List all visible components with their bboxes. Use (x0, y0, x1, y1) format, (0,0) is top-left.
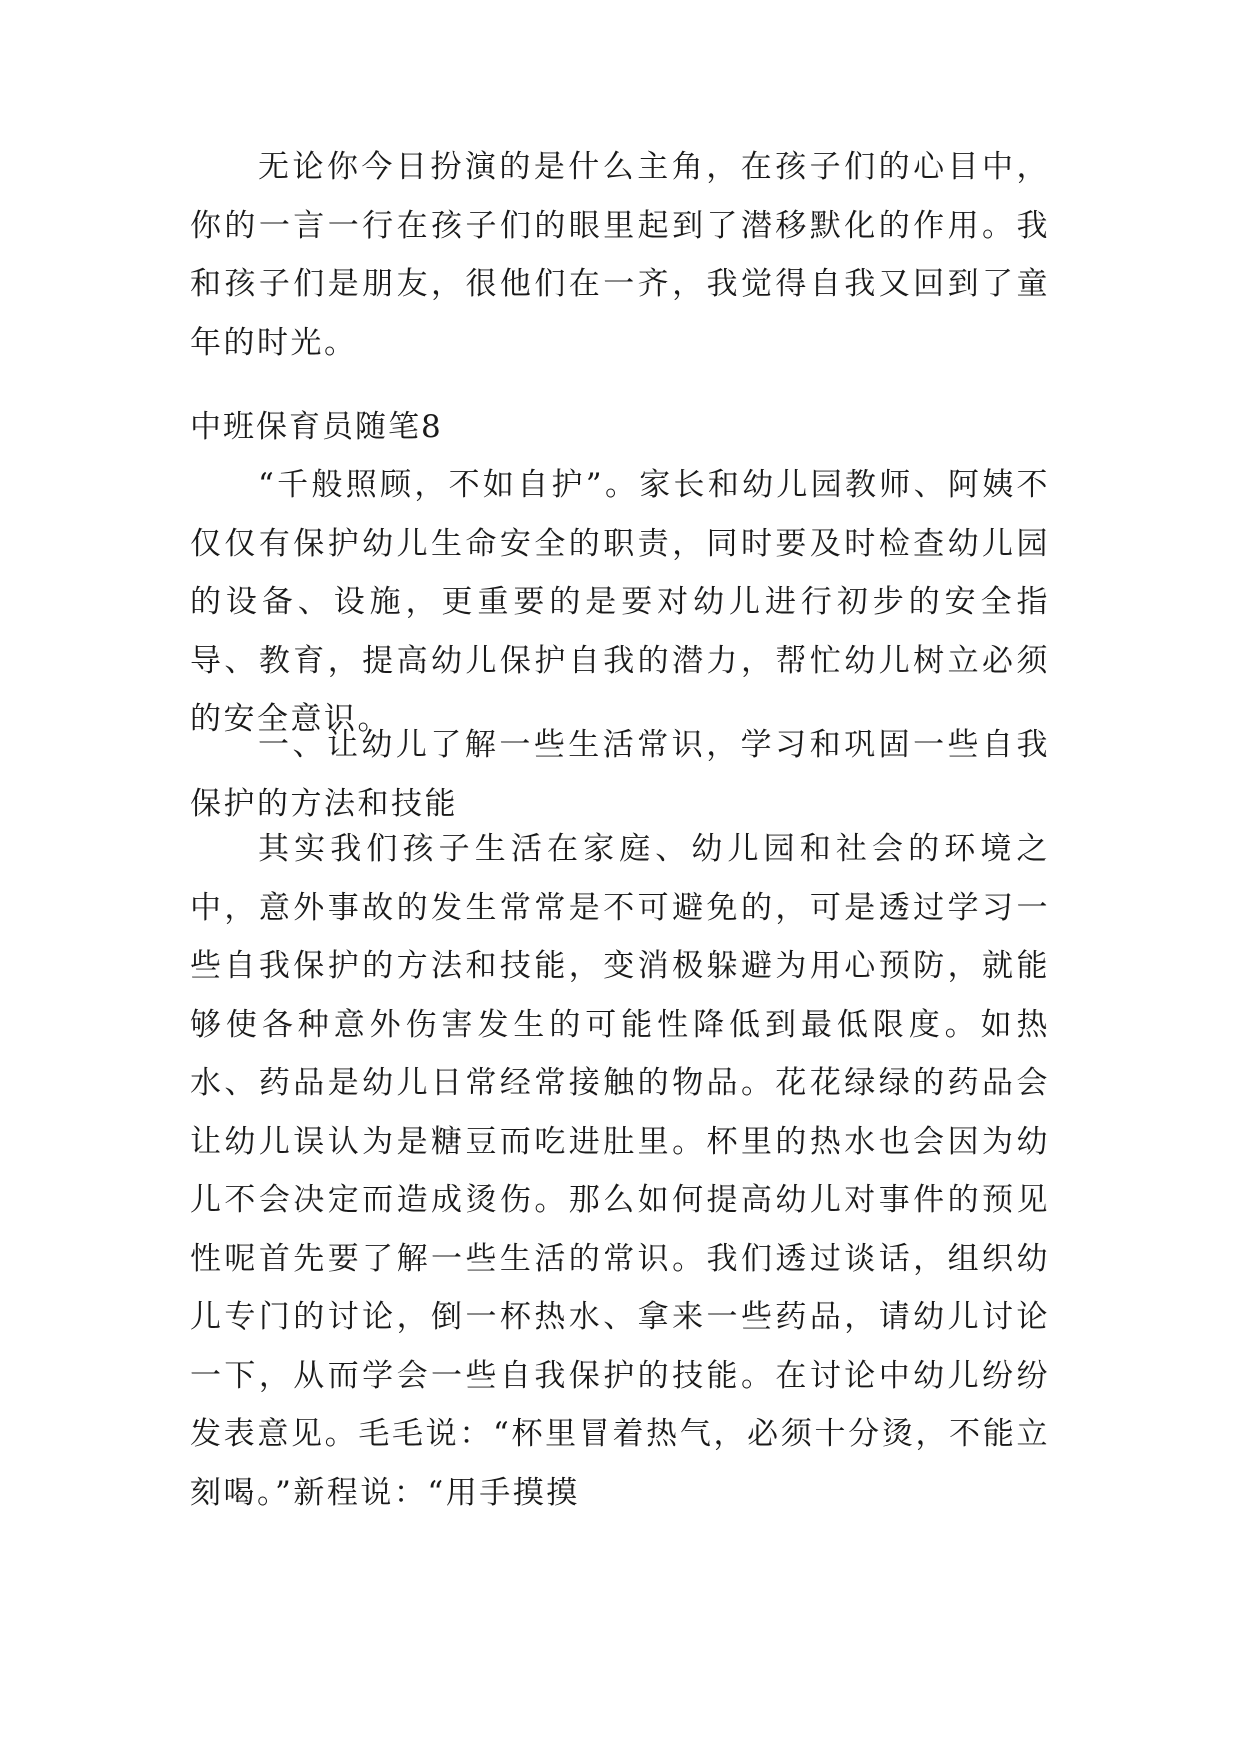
paragraph-intro: “千般照顾，不如自护”。家长和幼儿园教师、阿姨不仅仅有保护幼儿生命安全的职责，同时要及时检查幼儿园的设备、设施，更重要的是要对幼儿进行初步的安全指导、教育，提高幼儿保护自我的潜力，帮忙幼儿树立必须的安全意识。 (190, 467, 1050, 737)
paragraph-closing-remarks: 无论你今日扮演的是什么主角，在孩子们的心目中，你的一言一行在孩子们的眼里起到了潜移默化的作用。我和孩子们是朋友，很他们在一齐，我觉得自我又回到了童年的时光。 (190, 149, 1050, 361)
section-heading: 中班保育员随笔8 (190, 409, 443, 445)
paragraph-subheading-one: 一、让幼儿了解一些生活常识，学习和巩固一些自我保护的方法和技能 (190, 727, 1050, 822)
paragraph-body: 其实我们孩子生活在家庭、幼儿园和社会的环境之中，意外事故的发生常常是不可避免的，可是透过学习一些自我保护的方法和技能，变消极躲避为用心预防，就能够使各种意外伤害发生的可能性降低到最低限度。如热水、药品是幼儿日常经常接触的物品。花花绿绿的药品会让幼儿误认为是糖豆而吃进肚里。杯里的热水也会因为幼儿不会决定而造成烫伤。那么如何提高幼儿对事件的预见性呢首先要了解一些生活的常识。我们透过谈话，组织幼儿专门的讨论，倒一杯热水、拿来一些药品，请幼儿讨论一下，从而学会一些自我保护的技能。在讨论中幼儿纷纷发表意见。毛毛说：“杯里冒着热气，必须十分烫，不能立刻喝。”新程说：“用手摸摸 (190, 831, 1050, 1511)
document-page (190, 0, 1050, 1754)
